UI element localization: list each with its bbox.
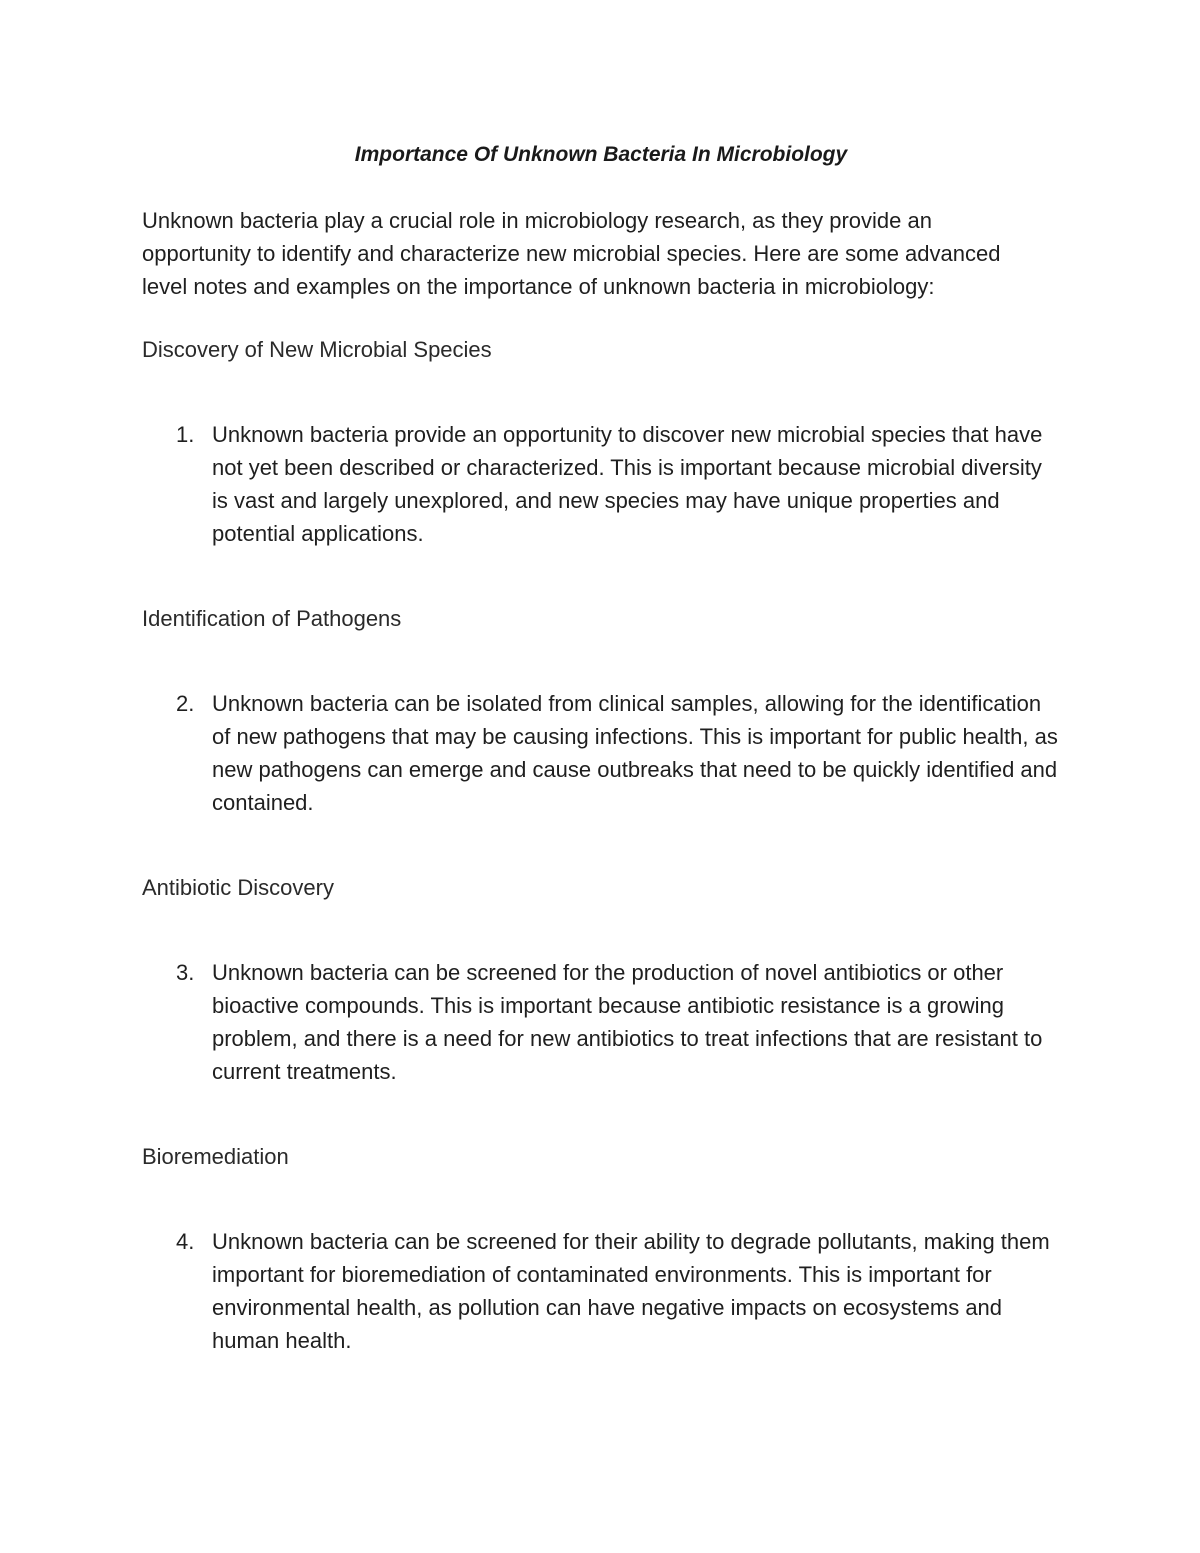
list-item xyxy=(142,1225,1060,1357)
list-item xyxy=(142,687,1060,819)
list-item-text: Unknown bacteria can be screened for the production of novel antibiotics or other bioactive compounds. This is important because antibiotic resistance is a growing problem, and there is a need for new antibiotics to treat infections that are resistant to current treatments. xyxy=(212,960,1043,1084)
list-item-number: 2. xyxy=(176,691,195,716)
section-bioremediation xyxy=(142,1140,1060,1357)
list-item xyxy=(142,418,1060,550)
section-heading: Antibiotic Discovery xyxy=(142,875,334,900)
section-discovery xyxy=(142,333,1060,550)
section-heading: Identification of Pathogens xyxy=(142,606,402,631)
list-item-text: Unknown bacteria provide an opportunity to discover new microbial species that have not yet been described or characterized. This is important because microbial diversity is vast and largely unexplored, and new species may have unique properties and potential applications. xyxy=(212,422,1043,546)
list-item-number: 4. xyxy=(176,1229,195,1254)
list-item xyxy=(142,956,1060,1088)
page-title: Importance Of Unknown Bacteria In Microbiology xyxy=(354,143,848,166)
section-heading: Discovery of New Microbial Species xyxy=(142,337,492,362)
section-heading: Bioremediation xyxy=(142,1144,289,1169)
list-item-text: Unknown bacteria can be isolated from clinical samples, allowing for the identification of new pathogens that may be causing infections. This is important for public health, as new pathogens can emerge and cause outbreaks that need to be quickly identified and contained. xyxy=(212,691,1058,815)
intro-paragraph: Unknown bacteria play a crucial role in microbiology research, as they provide an opportunity to identify and characterize new microbial species. Here are some advanced level notes and examples on the importance of unknown bacteria in microbiology: xyxy=(142,208,1001,299)
section-antibiotic xyxy=(142,871,1060,1088)
list-item-number: 1. xyxy=(176,422,195,447)
list-item-text: Unknown bacteria can be screened for their ability to degrade pollutants, making them important for bioremediation of contaminated environments. This is important for environmental health, as pollution can have negative impacts on ecosystems and human health. xyxy=(212,1229,1050,1353)
section-pathogens xyxy=(142,602,1060,819)
list-item-number: 3. xyxy=(176,960,195,985)
